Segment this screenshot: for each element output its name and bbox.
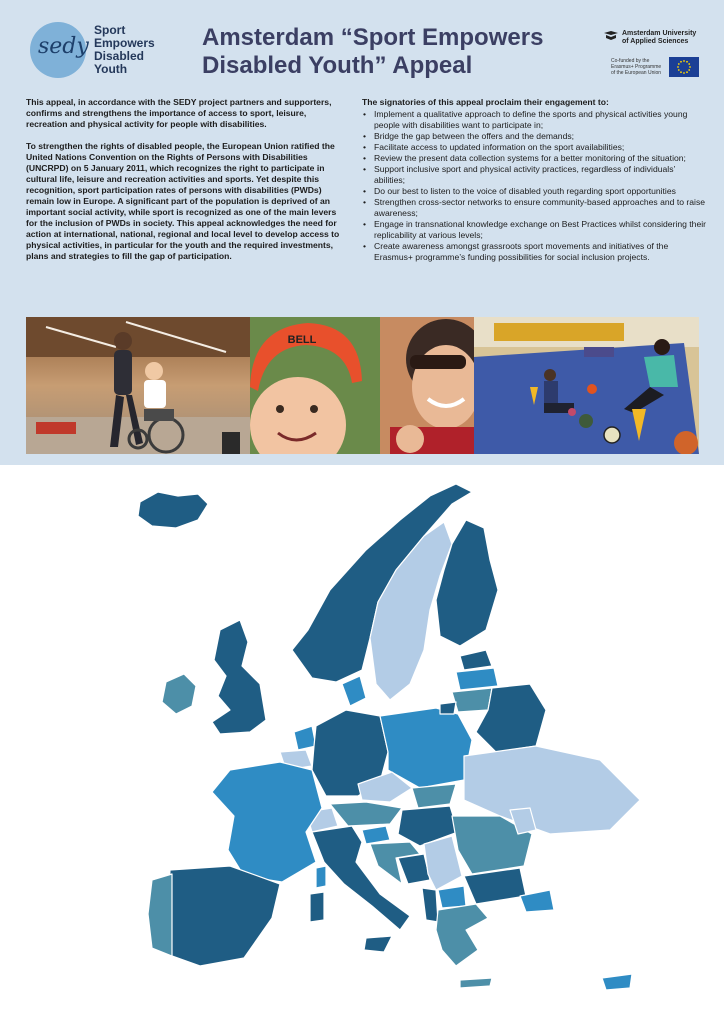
photo-gym-wheelchair (26, 317, 250, 454)
list-item: • Create awareness amongst grassroots sport movements and initiatives of the Erasmus+ programme’s funding possibilities for social inclusion projects. (362, 241, 707, 263)
map-netherlands (294, 726, 316, 750)
list-item: • Do our best to listen to the voice of disabled youth regarding sport opportunities (362, 186, 707, 197)
list-item: • Strengthen cross-sector networks to ensure community-based approaches and to raise awareness; (362, 197, 707, 219)
header-band (0, 0, 724, 465)
list-item: • Facilitate access to updated information on the sport availabilities; (362, 142, 707, 153)
map-sardinia (310, 892, 324, 922)
university-logo-icon (604, 31, 618, 41)
map-serbia (424, 836, 462, 890)
map-uk (212, 620, 266, 734)
commitments-heading: The signatories of this appeal proclaim their engagement to: (362, 97, 609, 107)
map-macedonia (438, 886, 466, 908)
list-item: • Review the present data collection systems for a better monitoring of the situation; (362, 153, 707, 164)
map-denmark (342, 676, 366, 706)
list-item: • Implement a qualitative approach to define the sports and physical activities young people with disabilities want to participate in; (362, 109, 707, 131)
commitments-list (362, 109, 707, 263)
map-kaliningrad (440, 702, 456, 714)
photo-sports-hall (474, 317, 699, 454)
map-corsica (316, 866, 326, 888)
map-iceland (138, 492, 208, 528)
university-name: Amsterdam University of Applied Sciences (622, 30, 697, 45)
map-greece (436, 904, 488, 966)
map-ireland (162, 674, 196, 714)
list-item: • Bridge the gap between the offers and the demands; (362, 131, 707, 142)
list-item: • Engage in transnational knowledge exchange on Best Practices whilst considering their replicability at various levels; (362, 219, 707, 241)
map-estonia (460, 650, 492, 670)
map-crete (460, 978, 492, 988)
sedy-logo (26, 18, 156, 84)
map-cyprus (602, 974, 632, 990)
photo-strip (26, 317, 699, 454)
map-lithuania (452, 688, 492, 712)
sedy-logo-icon: sedy (30, 22, 86, 78)
intro-paragraph-1: This appeal, in accordance with the SEDY project partners and supporters, confirms and strengthens the importance of access to sport, leisure, recreation and physical activity for people with disabilities. (26, 97, 332, 129)
logo-text: Sport Empowers Disabled Youth (94, 23, 155, 76)
page-title: Amsterdam “Sport Empowers Disabled Youth” Appeal (202, 24, 544, 79)
map-latvia (456, 668, 498, 690)
map-albania (422, 888, 438, 922)
map-france (212, 762, 322, 882)
map-spain (168, 866, 280, 966)
map-slovenia (362, 826, 390, 844)
list-item: • Support inclusive sport and physical activity practices, regardless of individuals’ abilities; (362, 164, 707, 186)
photo-helmet-children (250, 317, 474, 454)
map-austria (330, 802, 402, 826)
commitments (362, 97, 707, 263)
cofunded-text: Co-funded by the Erasmus+ Programme of the European Union (611, 58, 662, 76)
map-sicily (364, 936, 392, 952)
map-slovakia (412, 784, 456, 808)
eu-flag-icon (669, 57, 699, 77)
intro-text (26, 97, 346, 273)
map-portugal (148, 874, 172, 956)
helmet-brand-text: BELL (287, 334, 317, 346)
map-bosnia (398, 854, 430, 884)
europe-map (80, 470, 700, 1020)
intro-paragraph-2: To strengthen the rights of disabled people, the European Union ratified the United Nations Convention on the Rights of Persons with Disabilities (UNCRPD) on 5 January 2011, which recognizes the right to participate in cultural life, leisure and recreation activities and sports. Yet despite this recognition, sport participation rates of persons with disabilities (PWDs) remain low in Europe. A significant part of the population is deprived of an important social activity, while sport is recognized as one of the main levers for the inclusion of PWDs in society. This appeal acknowledges the need for action at international, national, regional and local level to develop access to physical activities, in particular for the youth and the required investments, plans and strategies to fill the gap of participation. (26, 141, 340, 261)
